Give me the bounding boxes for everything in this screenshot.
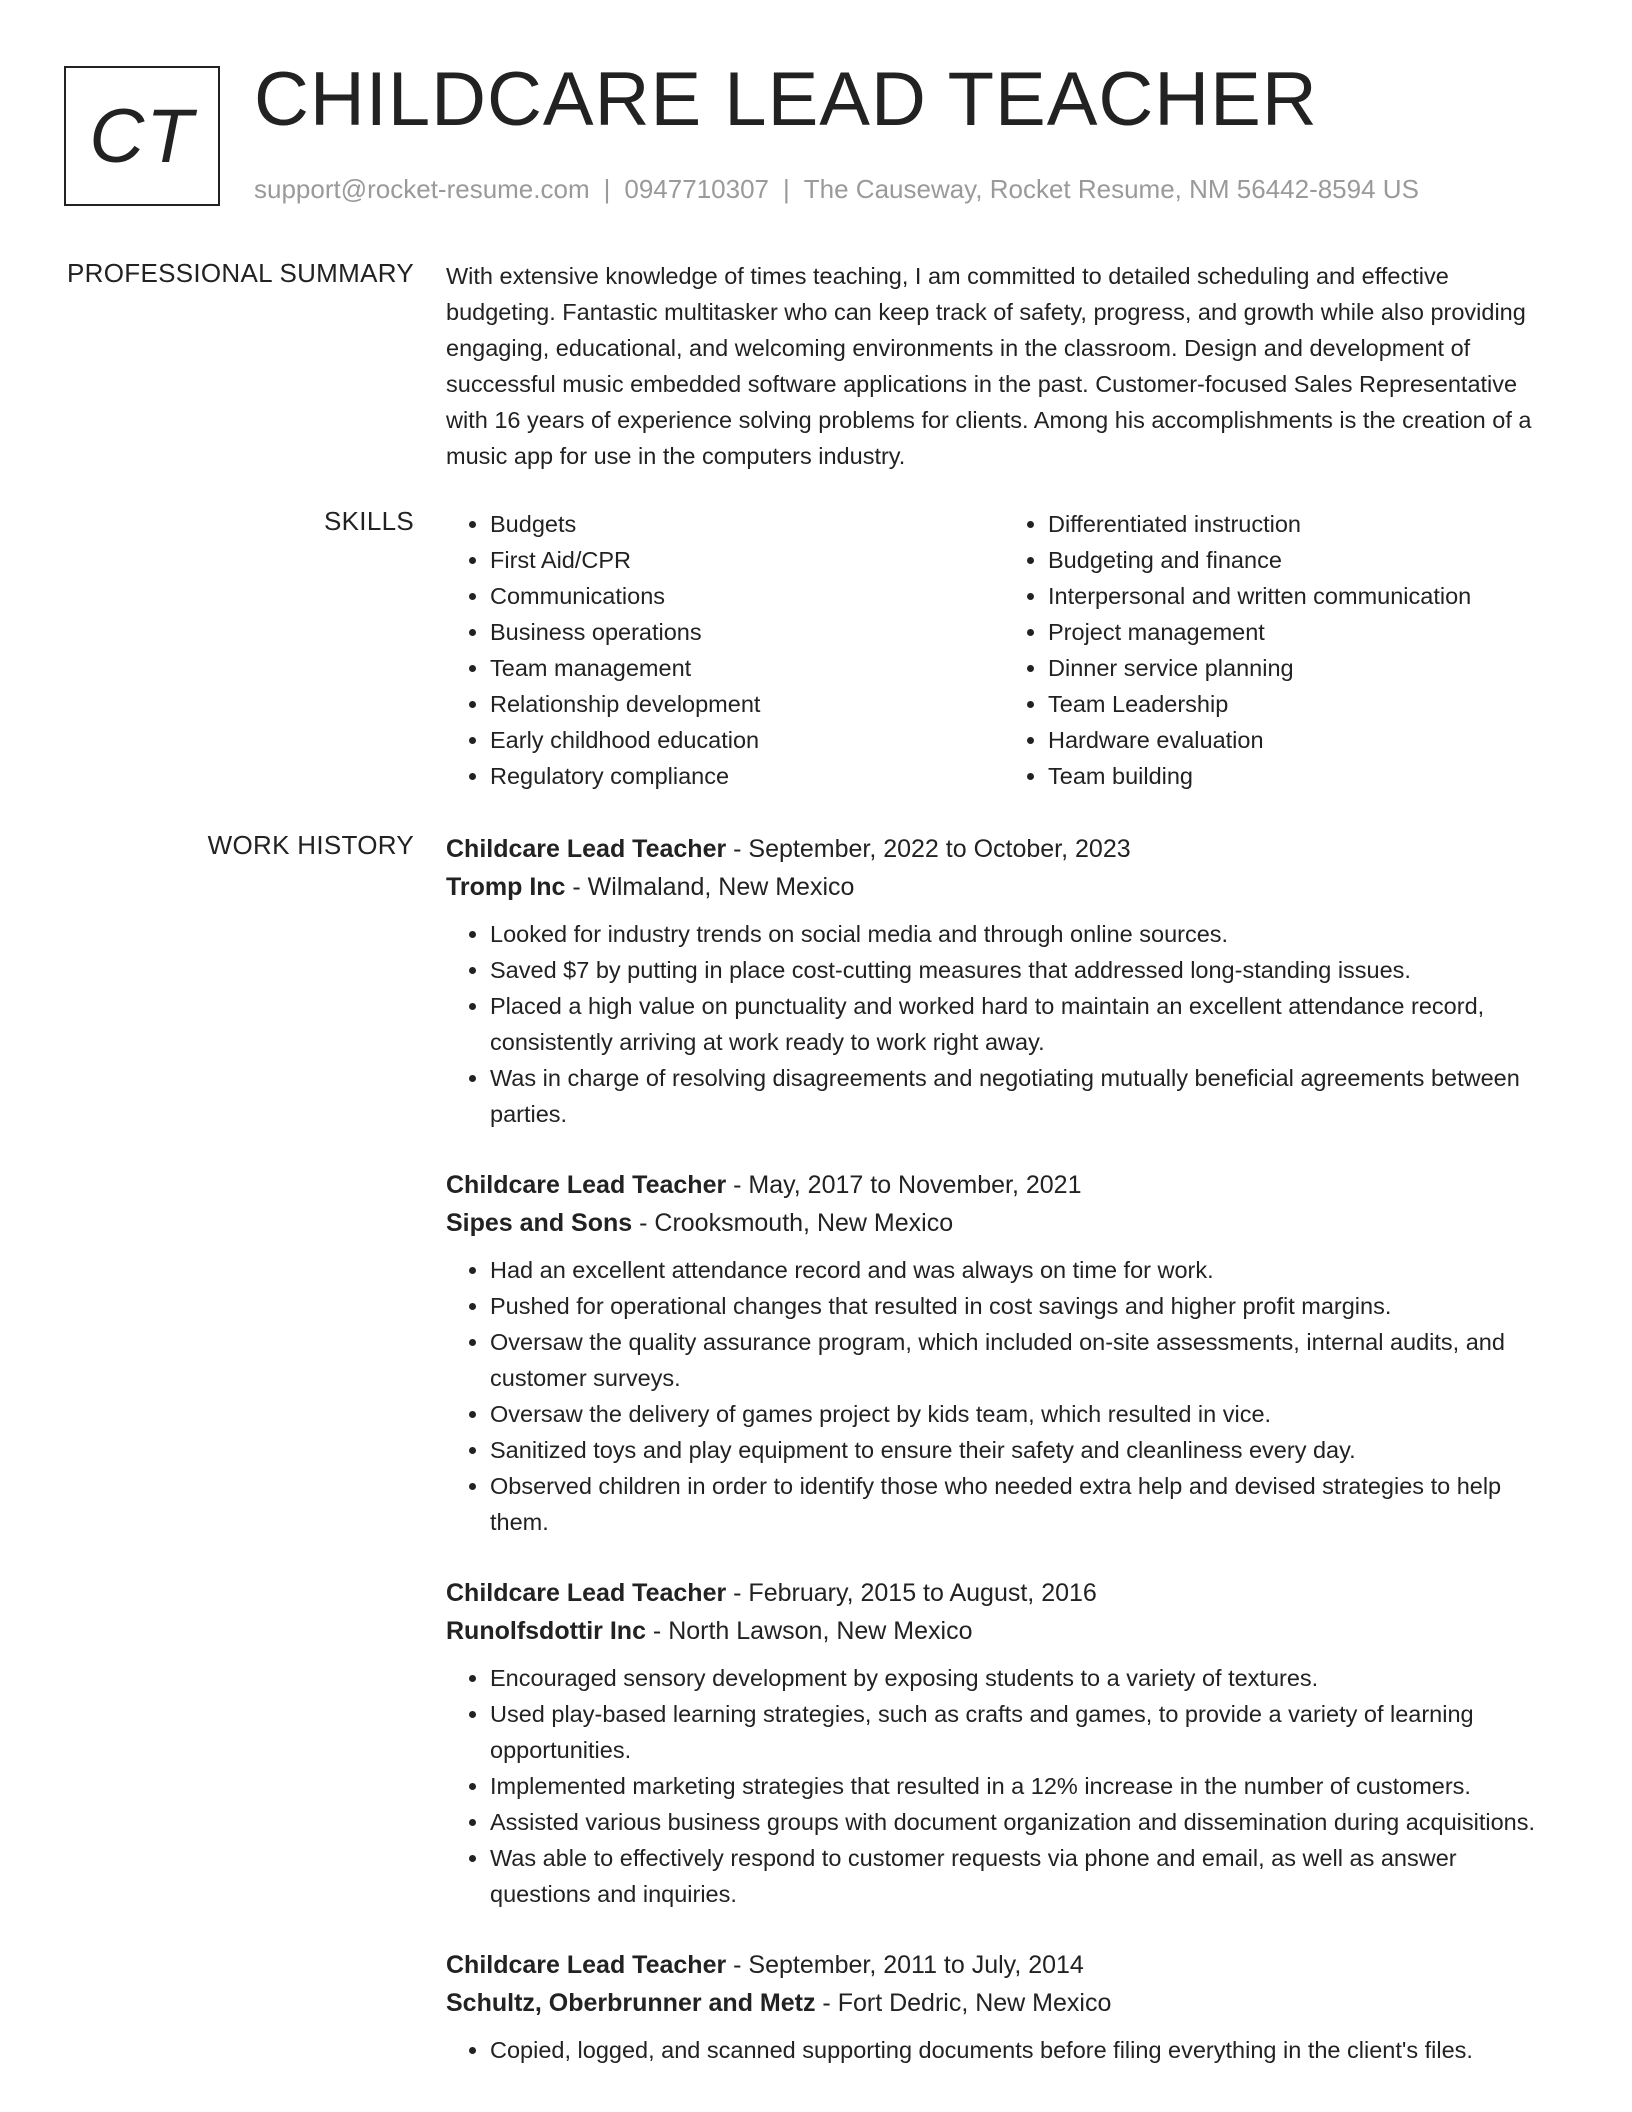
skills-list-left: [446, 506, 1004, 794]
job-bullet: • Saved $7 by putting in place cost-cutting measures that addressed long-standing issues.: [490, 952, 1562, 988]
skill-item: • Project management: [1048, 614, 1562, 650]
job-bullet: • Oversaw the delivery of games project by kids team, which resulted in vice.: [490, 1396, 1562, 1432]
job-dates: - May, 2017 to November, 2021: [726, 1171, 1082, 1199]
skills-body: [446, 506, 1562, 794]
contact-phone: 0947710307: [624, 174, 769, 204]
job-title: Childcare Lead Teacher: [446, 835, 727, 863]
skill-item: • Dinner service planning: [1048, 650, 1562, 686]
job-bullet: • Had an excellent attendance record and was always on time for work.: [490, 1252, 1562, 1288]
job-company-line: [446, 1204, 1562, 1242]
job-entry: [446, 830, 1562, 1132]
skill-item: • First Aid/CPR: [490, 542, 1004, 578]
skill-item: • Budgets: [490, 506, 1004, 542]
job-bullet: • Looked for industry trends on social media and through online sources.: [490, 916, 1562, 952]
job-title: Childcare Lead Teacher: [446, 1579, 727, 1607]
skill-item: • Interpersonal and written communication: [1048, 578, 1562, 614]
job-bullet: • Oversaw the quality assurance program, which included on-site assessments, internal audits, and customer surveys.: [490, 1324, 1562, 1396]
job-bullet: • Was able to effectively respond to customer requests via phone and email, as well as answer questions and inquiries.: [490, 1840, 1562, 1912]
summary-label: PROFESSIONAL SUMMARY: [67, 258, 414, 288]
job-bullets: [446, 2032, 1562, 2068]
skill-item: • Team Leadership: [1048, 686, 1562, 722]
resume-title: CHILDCARE LEAD TEACHER: [254, 57, 1318, 142]
job-company-line: [446, 1612, 1562, 1650]
job-bullet: • Used play-based learning strategies, such as crafts and games, to provide a variety of learning opportunities.: [490, 1696, 1562, 1768]
job-title-line: [446, 1574, 1562, 1612]
job-bullets: [446, 1660, 1562, 1912]
job-bullet: • Was in charge of resolving disagreements and negotiating mutually beneficial agreements between parties.: [490, 1060, 1562, 1132]
skill-item: • Early childhood education: [490, 722, 1004, 758]
contact-separator: |: [603, 174, 611, 204]
contact-separator: |: [783, 174, 790, 204]
job-bullet: • Assisted various business groups with document organization and dissemination during acquisitions.: [490, 1804, 1562, 1840]
skill-item: • Communications: [490, 578, 1004, 614]
job-bullets: [446, 916, 1562, 1132]
job-title-line: [446, 1946, 1562, 1984]
skill-item: • Team building: [1048, 758, 1562, 794]
monogram-box: [64, 66, 220, 206]
job-title: Childcare Lead Teacher: [446, 1951, 727, 1979]
job-bullet: • Sanitized toys and play equipment to ensure their safety and cleanliness every day.: [490, 1432, 1562, 1468]
job-bullet: • Placed a high value on punctuality and worked hard to maintain an excellent attendance record, consistently arriving at work ready to work right away.: [490, 988, 1562, 1060]
summary-body: [446, 258, 1562, 474]
jobs-list: [446, 830, 1562, 2102]
skill-item: • Business operations: [490, 614, 1004, 650]
skill-item: • Budgeting and finance: [1048, 542, 1562, 578]
job-bullet: • Implemented marketing strategies that resulted in a 12% increase in the number of customers.: [490, 1768, 1562, 1804]
job-location: - Crooksmouth, New Mexico: [632, 1209, 954, 1237]
job-dates: - September, 2022 to October, 2023: [726, 835, 1131, 863]
job-bullet: • Pushed for operational changes that resulted in cost savings and higher profit margins.: [490, 1288, 1562, 1324]
job-bullet: • Encouraged sensory development by exposing students to a variety of textures.: [490, 1660, 1562, 1696]
job-location: - Fort Dedric, New Mexico: [815, 1989, 1112, 2017]
job-company: Sipes and Sons: [446, 1209, 633, 1237]
skill-item: • Relationship development: [490, 686, 1004, 722]
job-location: - North Lawson, New Mexico: [645, 1617, 973, 1645]
summary-text: With extensive knowledge of times teaching, I am committed to detailed scheduling and effective budgeting. Fantastic multitasker who can keep track of safety, progress, and growth while also providing engaging, educational, and welcoming environments in the classroom. Design and development of successful music embedded software applications in the past. Customer-focused Sales Representative with 16 years of experience solving problems for clients. Among his accomplishments is the creation of a music app for use in the computers industry.: [446, 263, 1532, 469]
job-company-line: [446, 868, 1562, 906]
contact-line: [254, 174, 1419, 205]
monogram-initials: CT: [89, 93, 195, 179]
skill-item: • Regulatory compliance: [490, 758, 1004, 794]
job-company: Tromp Inc: [446, 873, 566, 901]
job-company-line: [446, 1984, 1562, 2022]
skills-columns: [446, 506, 1562, 794]
job-title-line: [446, 830, 1562, 868]
job-company: Schultz, Oberbrunner and Metz: [446, 1989, 816, 2017]
contact-address: The Causeway, Rocket Resume, NM 56442-8594 US: [803, 174, 1419, 204]
job-location: - Wilmaland, New Mexico: [565, 873, 855, 901]
skill-item: • Differentiated instruction: [1048, 506, 1562, 542]
job-entry: [446, 1946, 1562, 2068]
skill-item: • Team management: [490, 650, 1004, 686]
skills-list-right: [1004, 506, 1562, 794]
job-bullets: [446, 1252, 1562, 1540]
job-title-line: [446, 1166, 1562, 1204]
job-bullet: • Observed children in order to identify those who needed extra help and devised strategies to help them.: [490, 1468, 1562, 1540]
job-bullet: • Copied, logged, and scanned supporting documents before filing everything in the client's files.: [490, 2032, 1562, 2068]
skills-label: SKILLS: [324, 506, 414, 536]
skill-item: • Hardware evaluation: [1048, 722, 1562, 758]
job-dates: - February, 2015 to August, 2016: [726, 1579, 1097, 1607]
job-company: Runolfsdottir Inc: [446, 1617, 646, 1645]
contact-email: support@rocket-resume.com: [254, 174, 590, 204]
job-title: Childcare Lead Teacher: [446, 1171, 727, 1199]
job-dates: - September, 2011 to July, 2014: [726, 1951, 1084, 1979]
job-entry: [446, 1574, 1562, 1912]
work-history-label: WORK HISTORY: [207, 830, 414, 860]
job-entry: [446, 1166, 1562, 1540]
